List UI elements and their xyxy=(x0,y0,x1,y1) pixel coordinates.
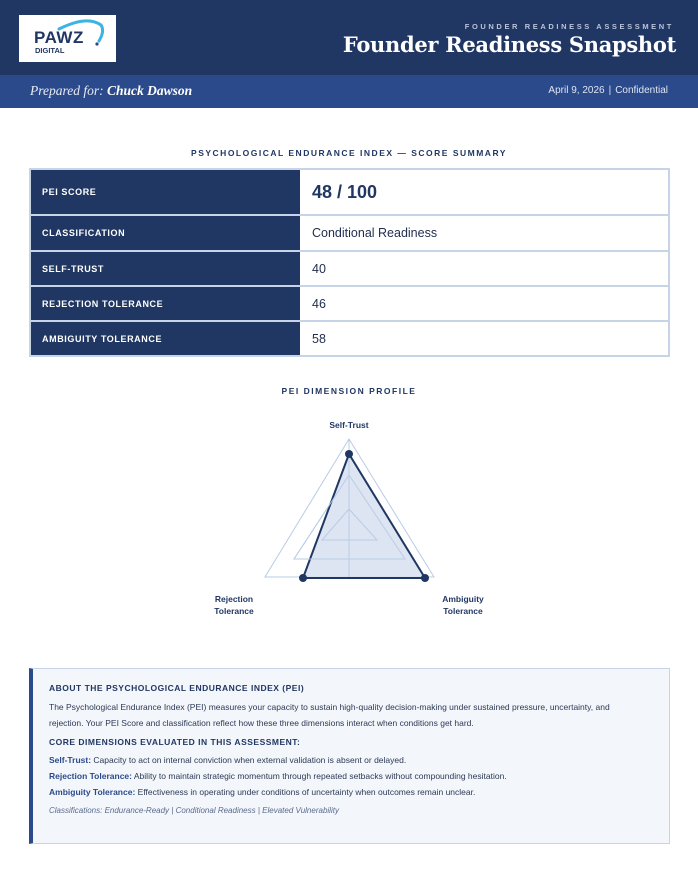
about-heading: ABOUT THE PSYCHOLOGICAL ENDURANCE INDEX (PEI) xyxy=(49,683,305,693)
prepared-label: Prepared for: xyxy=(30,83,104,98)
row-label: PEI SCORE xyxy=(31,170,300,214)
axis-label-line: Tolerance xyxy=(443,606,483,616)
report-date: April 9, 2026 xyxy=(548,85,605,96)
logo-wordmark: PAWZ xyxy=(34,28,84,47)
row-label: CLASSIFICATION xyxy=(31,216,300,250)
row-label: AMBIGUITY TOLERANCE xyxy=(31,322,300,355)
pei-score-value: 48 / 100 xyxy=(300,170,668,214)
data-point-rejection-tolerance xyxy=(299,574,307,582)
dimension-item-rejection-tolerance xyxy=(49,768,652,784)
self-trust-value: 40 xyxy=(300,252,668,285)
dimension-desc: Capacity to act on internal conviction when external validation is absent or delayed. xyxy=(93,755,407,765)
score-summary-title: PSYCHOLOGICAL ENDURANCE INDEX — SCORE SUMMARY xyxy=(191,148,507,158)
radar-grid-overlay xyxy=(294,454,405,577)
dimension-desc: Ability to maintain strategic momentum through repeated setbacks without compounding hesitation. xyxy=(133,771,507,781)
axis-label-ambiguity-tolerance xyxy=(423,593,503,617)
axis-label-line: Rejection xyxy=(214,594,254,604)
axis-label-line: Tolerance xyxy=(214,606,254,616)
dimension-desc: Effectiveness in operating under conditions of uncertainty when outcomes remain unclear. xyxy=(137,787,476,797)
about-pei-box xyxy=(29,668,670,844)
dimension-term: Rejection Tolerance: xyxy=(49,771,132,781)
rejection-tolerance-value: 46 xyxy=(300,287,668,320)
chart-title: PEI DIMENSION PROFILE xyxy=(281,386,417,396)
dimensions-heading: CORE DIMENSIONS EVALUATED IN THIS ASSESSMENT: xyxy=(49,737,301,747)
report-eyebrow: FOUNDER READINESS ASSESSMENT xyxy=(464,22,674,31)
client-name: Chuck Dawson xyxy=(107,83,193,98)
about-paragraph xyxy=(49,699,652,731)
logo-subtext: DIGITAL xyxy=(35,46,65,55)
classifications-note: Classifications: Endurance-Ready | Conditional Readiness | Elevated Vulnerability xyxy=(49,806,339,815)
axis-label-line: Ambiguity xyxy=(442,594,484,604)
row-label: REJECTION TOLERANCE xyxy=(31,287,300,320)
dimensions-list xyxy=(49,752,652,800)
data-point-ambiguity-tolerance xyxy=(421,574,429,582)
ambiguity-tolerance-value: 58 xyxy=(300,322,668,355)
dimension-item-self-trust xyxy=(49,752,652,768)
axis-label-rejection-tolerance xyxy=(194,593,274,617)
data-point-self-trust xyxy=(345,450,353,458)
dimension-item-ambiguity-tolerance xyxy=(49,784,652,800)
about-paragraph-line: The Psychological Endurance Index (PEI) measures your capacity to sustain high-quality decision-making under sustained pressure, uncertainty, and xyxy=(49,702,610,712)
confidentiality-label: Confidential xyxy=(615,85,668,96)
meta-separator: | xyxy=(608,85,612,96)
axis-label-self-trust xyxy=(309,419,389,431)
about-paragraph-line: rejection. Your PEI Score and classification reflect how these three dimensions interact when conditions get hard. xyxy=(49,718,474,728)
row-label: SELF-TRUST xyxy=(31,252,300,285)
axis-label-line: Self-Trust xyxy=(329,420,369,430)
classification-value: Conditional Readiness xyxy=(300,216,668,250)
dimension-term: Ambiguity Tolerance: xyxy=(49,787,136,797)
report-title: Founder Readiness Snapshot xyxy=(342,32,676,57)
dimension-term: Self-Trust: xyxy=(49,755,92,765)
